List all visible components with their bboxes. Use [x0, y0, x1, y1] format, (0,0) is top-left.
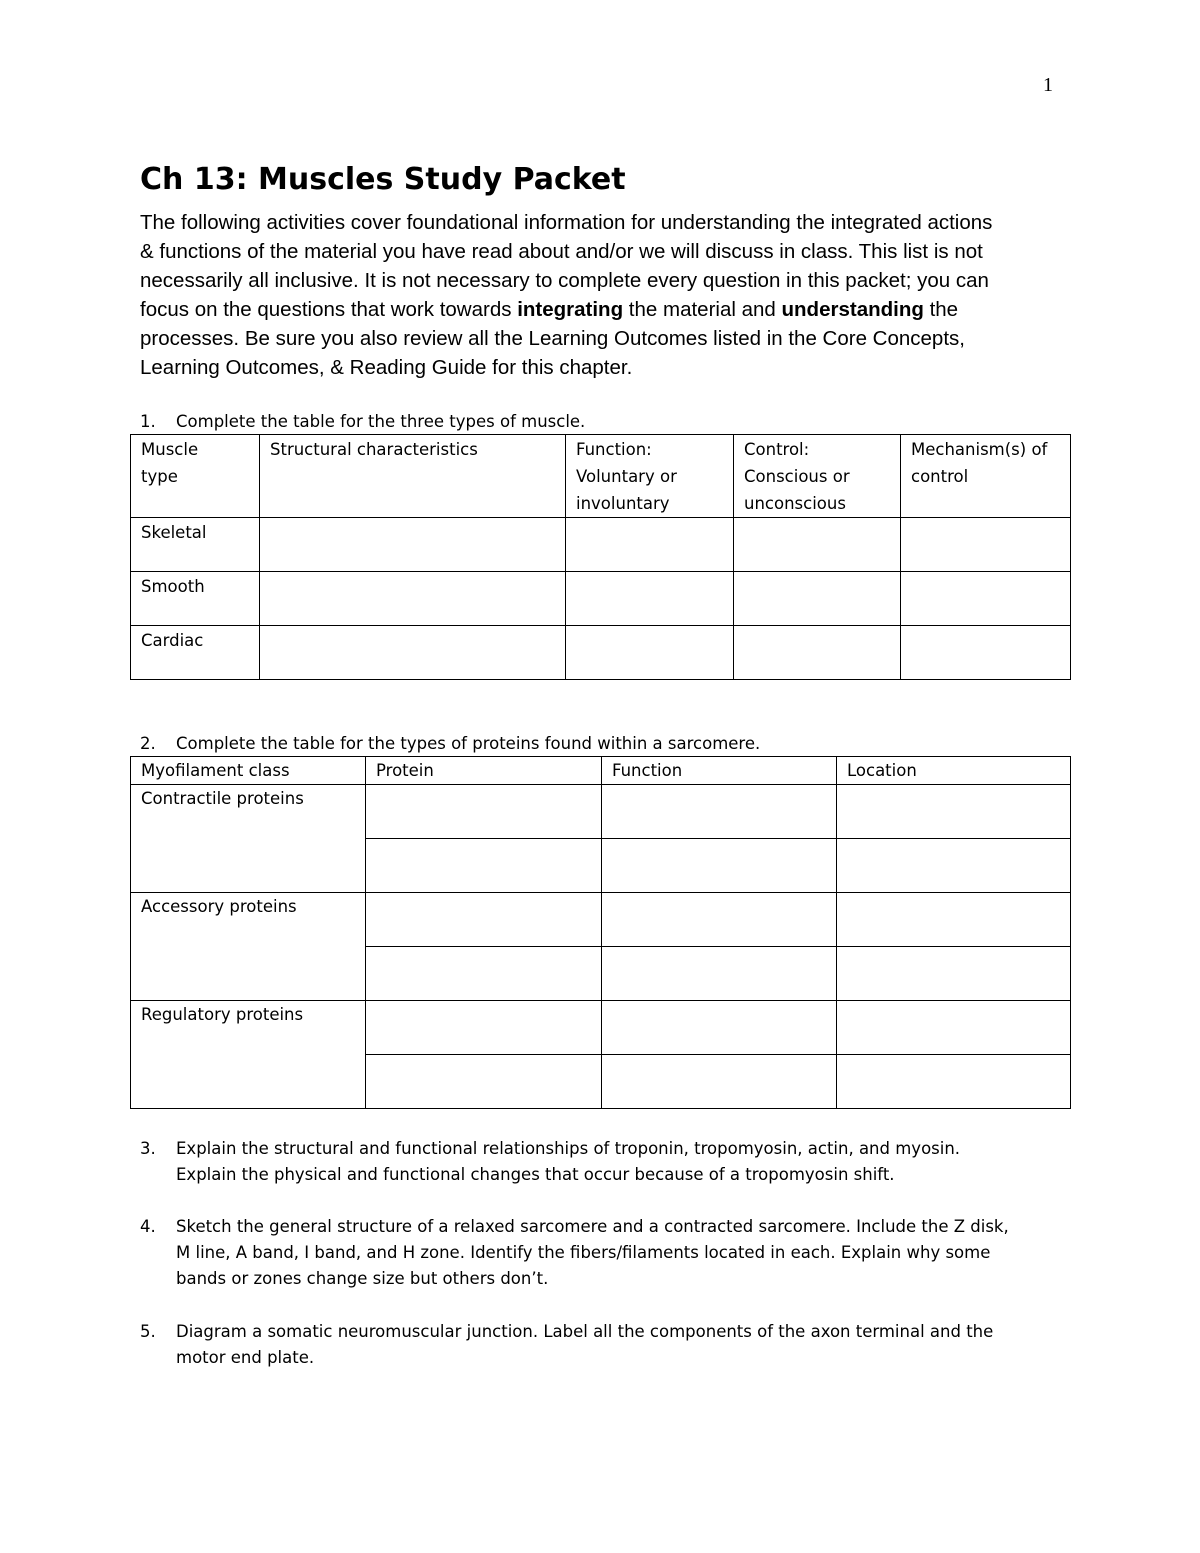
answer-cell[interactable]: [602, 839, 837, 893]
answer-cell[interactable]: [260, 572, 566, 626]
header-line: Muscle: [141, 440, 199, 459]
header-cell: [131, 435, 260, 518]
question-line: M line, A band, I band, and H zone. Identify the fibers/filaments located in each. Explain why some: [176, 1243, 991, 1262]
answer-cell[interactable]: [366, 839, 602, 893]
header-cell: [566, 435, 734, 518]
answer-cell[interactable]: [901, 572, 1071, 626]
question-text: [176, 1319, 993, 1371]
header-line: Voluntary or: [576, 467, 677, 486]
header-cell: Protein: [366, 757, 602, 785]
answer-cell[interactable]: [366, 947, 602, 1001]
answer-cell[interactable]: [837, 1055, 1071, 1109]
answer-cell[interactable]: [901, 518, 1071, 572]
emphasis-integrating: integrating: [517, 298, 624, 321]
header-line: unconscious: [744, 494, 846, 513]
group-label: Contractile proteins: [131, 785, 366, 893]
intro-text: the: [923, 298, 959, 321]
question-line: bands or zones change size but others don’t.: [176, 1269, 549, 1288]
table-header-row: [131, 435, 1071, 518]
answer-cell[interactable]: [602, 1001, 837, 1055]
answer-cell[interactable]: [602, 1055, 837, 1109]
sarcomere-proteins-table: [130, 756, 1071, 1109]
header-line: Mechanism(s) of: [911, 440, 1048, 459]
header-line: Structural characteristics: [270, 440, 478, 459]
header-cell: Myofilament class: [131, 757, 366, 785]
question-line: Sketch the general structure of a relaxed sarcomere and a contracted sarcomere. Include the Z disk,: [176, 1217, 1009, 1236]
answer-cell[interactable]: [566, 572, 734, 626]
header-line: type: [141, 467, 178, 486]
intro-paragraph: [140, 208, 1070, 382]
intro-text: the material and: [623, 298, 782, 321]
question-number: 4.: [140, 1217, 156, 1236]
header-line: Conscious or: [744, 467, 850, 486]
row-label: Cardiac: [131, 626, 260, 680]
intro-line: [140, 295, 1070, 324]
answer-cell[interactable]: [566, 626, 734, 680]
question-line: Diagram a somatic neuromuscular junction. Label all the components of the axon terminal and the: [176, 1322, 994, 1341]
answer-cell[interactable]: [837, 947, 1071, 1001]
intro-line: processes. Be sure you also review all the Learning Outcomes listed in the Core Concepts,: [140, 327, 965, 350]
table-row: [131, 518, 1071, 572]
page-title: Ch 13: Muscles Study Packet: [140, 162, 626, 197]
intro-text: focus on the questions that work towards: [140, 298, 518, 321]
intro-line: necessarily all inclusive. It is not necessary to complete every question in this packet; you can: [140, 269, 989, 292]
row-label: Smooth: [131, 572, 260, 626]
answer-cell[interactable]: [602, 947, 837, 1001]
table-row: [131, 893, 1071, 947]
header-line: control: [911, 467, 969, 486]
answer-cell[interactable]: [602, 785, 837, 839]
header-cell: Location: [837, 757, 1071, 785]
header-cell: Function: [602, 757, 837, 785]
answer-cell[interactable]: [837, 1001, 1071, 1055]
table-row: [131, 785, 1071, 839]
question-text: [176, 1136, 960, 1188]
answer-cell[interactable]: [734, 518, 901, 572]
answer-cell[interactable]: [260, 518, 566, 572]
answer-cell[interactable]: [366, 785, 602, 839]
intro-line: Learning Outcomes, & Reading Guide for this chapter.: [140, 356, 633, 379]
answer-cell[interactable]: [734, 572, 901, 626]
header-cell: [734, 435, 901, 518]
question-line: Explain the physical and functional changes that occur because of a tropomyosin shift.: [176, 1165, 895, 1184]
header-line: Function:: [576, 440, 652, 459]
header-line: involuntary: [576, 494, 670, 513]
table-header-row: [131, 757, 1071, 785]
group-label: Regulatory proteins: [131, 1001, 366, 1109]
question-number: 2.: [140, 734, 156, 753]
question-line: motor end plate.: [176, 1348, 315, 1367]
table-row: [131, 626, 1071, 680]
group-label: Accessory proteins: [131, 893, 366, 1001]
question-text: [176, 1214, 1009, 1292]
answer-cell[interactable]: [837, 785, 1071, 839]
answer-cell[interactable]: [602, 893, 837, 947]
emphasis-understanding: understanding: [781, 298, 924, 321]
header-cell: [260, 435, 566, 518]
muscle-types-table: [130, 434, 1071, 680]
question-text: Complete the table for the three types of muscle.: [176, 412, 586, 431]
answer-cell[interactable]: [366, 1001, 602, 1055]
question-text: Complete the table for the types of proteins found within a sarcomere.: [176, 734, 761, 753]
header-line: Control:: [744, 440, 810, 459]
row-label: Skeletal: [131, 518, 260, 572]
header-cell: [901, 435, 1071, 518]
answer-cell[interactable]: [901, 626, 1071, 680]
page-number: 1: [1043, 74, 1053, 96]
answer-cell[interactable]: [837, 893, 1071, 947]
question-line: Explain the structural and functional relationships of troponin, tropomyosin, actin, and myosin.: [176, 1139, 961, 1158]
question-number: 5.: [140, 1322, 156, 1341]
answer-cell[interactable]: [734, 626, 901, 680]
intro-line: The following activities cover foundational information for understanding the integrated actions: [140, 211, 993, 234]
answer-cell[interactable]: [837, 839, 1071, 893]
answer-cell[interactable]: [366, 1055, 602, 1109]
answer-cell[interactable]: [260, 626, 566, 680]
question-number: 1.: [140, 412, 156, 431]
table-row: [131, 572, 1071, 626]
question-number: 3.: [140, 1139, 156, 1158]
intro-line: & functions of the material you have read about and/or we will discuss in class. This list is not: [140, 240, 983, 263]
answer-cell[interactable]: [366, 893, 602, 947]
table-row: [131, 1001, 1071, 1055]
answer-cell[interactable]: [566, 518, 734, 572]
